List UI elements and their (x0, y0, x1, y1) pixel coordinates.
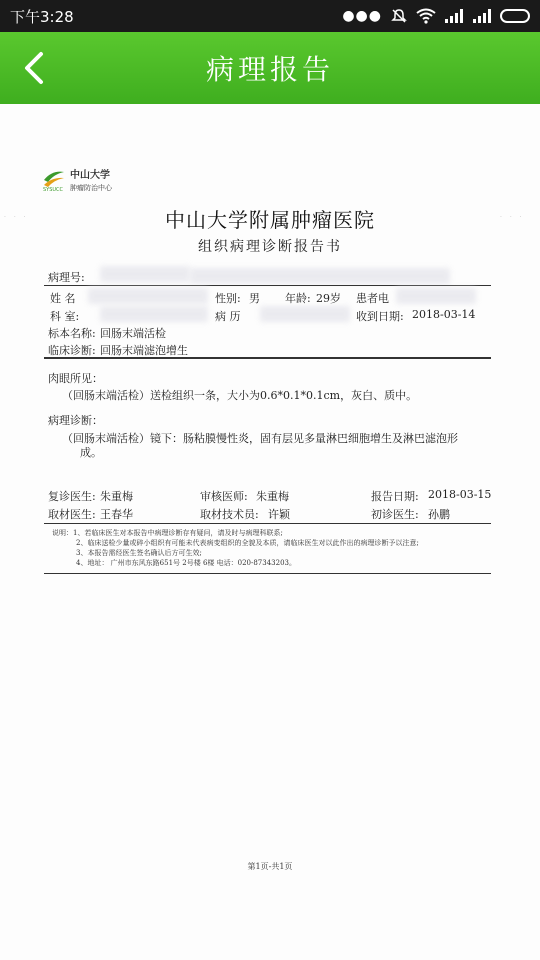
battery-icon (500, 9, 530, 23)
edge-marks: · · · (4, 214, 29, 221)
name-label: 姓 名 (50, 292, 76, 305)
redacted-block (88, 288, 208, 304)
record-label: 病 历 (215, 310, 241, 323)
logo-icon (42, 166, 66, 192)
more-dots-icon: ●●● (342, 8, 382, 24)
initial-doctor-value: 孙鹏 (428, 508, 450, 521)
note-line: 4、地址： 广州市东风东路651号 2号楼 6楼 电话：020-87343203。 (76, 559, 296, 567)
received-label: 收到日期: (356, 310, 404, 323)
back-button[interactable] (14, 48, 54, 88)
sampler-label: 取材医生: (48, 508, 96, 521)
gender-label: 性别: (215, 292, 241, 305)
age-label: 年龄: (285, 292, 311, 305)
note-line: 2、临床送检少量或碎小组织有可能未代表病变组织的全貌及本质，请临床医生对以此作出的病理诊断予以注意; (76, 539, 419, 547)
gender-value: 男 (249, 292, 260, 305)
clinical-value: 回肠末端滤泡增生 (100, 344, 188, 357)
reviewer-label: 复诊医生: (48, 490, 96, 503)
report-date-value: 2018-03-15 (428, 488, 492, 501)
app-header (0, 32, 540, 104)
divider (44, 573, 491, 574)
divider (44, 357, 491, 359)
wifi-icon (416, 8, 436, 24)
redacted-block (100, 266, 190, 282)
page-number: 第1页-共1页 (247, 862, 293, 871)
diagnosis-line-2: 成。 (80, 446, 102, 459)
report-date-label: 报告日期: (371, 490, 419, 503)
hospital-name: 中山大学附属肿瘤医院 (165, 208, 375, 232)
specimen-value: 回肠末端活检 (100, 327, 166, 340)
svg-text:SYSUCC: SYSUCC (43, 187, 64, 192)
logo-subtitle: 肿瘤防治中心 (70, 184, 112, 192)
back-arrow-icon (23, 51, 45, 85)
signal-icon (472, 8, 492, 24)
auditor-label: 审核医师: (200, 490, 248, 503)
dept-label: 科 室: (50, 310, 80, 323)
gross-label: 肉眼所见： (48, 372, 103, 385)
auditor-value: 朱重梅 (256, 490, 289, 503)
divider (44, 285, 491, 286)
note-line: 说明：1、若临床医生对本报告中病理诊断存有疑问，请及时与病理科联系; (52, 529, 283, 537)
redacted-block (190, 268, 450, 284)
tech-label: 取材技术员: (200, 508, 259, 521)
sampler-value: 王春华 (100, 508, 133, 521)
report-title: 组织病理诊断报告书 (198, 239, 342, 255)
status-bar (0, 0, 540, 32)
patient-phone-label: 患者电 (356, 292, 389, 305)
redacted-block (396, 288, 476, 304)
status-time: 下午3:28 (10, 7, 74, 26)
age-value: 29岁 (316, 292, 341, 305)
hospital-logo (42, 166, 142, 206)
redacted-block (100, 306, 208, 322)
initial-doctor-label: 初诊医生: (371, 508, 419, 521)
divider (44, 523, 491, 524)
page-title: 病理报告 (205, 53, 334, 86)
diagnosis-label: 病理诊断： (48, 414, 103, 427)
gross-text: （回肠末端活检）送检组织一条，大小为0.6*0.1*0.1cm，灰白、质中。 (62, 389, 418, 402)
reviewer-value: 朱重梅 (100, 490, 133, 503)
signal-icon (444, 8, 464, 24)
logo-name: 中山大学 (70, 170, 110, 181)
diagnosis-line-1: （回肠末端活检）镜下：肠粘膜慢性炎，固有层见多量淋巴细胞增生及淋巴滤泡形 (62, 432, 458, 445)
clinical-label: 临床诊断: (48, 344, 96, 357)
report-document[interactable] (0, 104, 540, 960)
pathology-no-label: 病理号: (48, 271, 85, 284)
tech-value: 许颖 (268, 508, 290, 521)
edge-marks: · · · (500, 214, 525, 221)
mute-icon (390, 7, 408, 25)
note-line: 3、本报告需经医生签名确认后方可生效; (76, 549, 202, 557)
received-date: 2018-03-14 (412, 308, 476, 321)
redacted-block (260, 306, 350, 322)
specimen-label: 标本名称: (48, 327, 96, 340)
